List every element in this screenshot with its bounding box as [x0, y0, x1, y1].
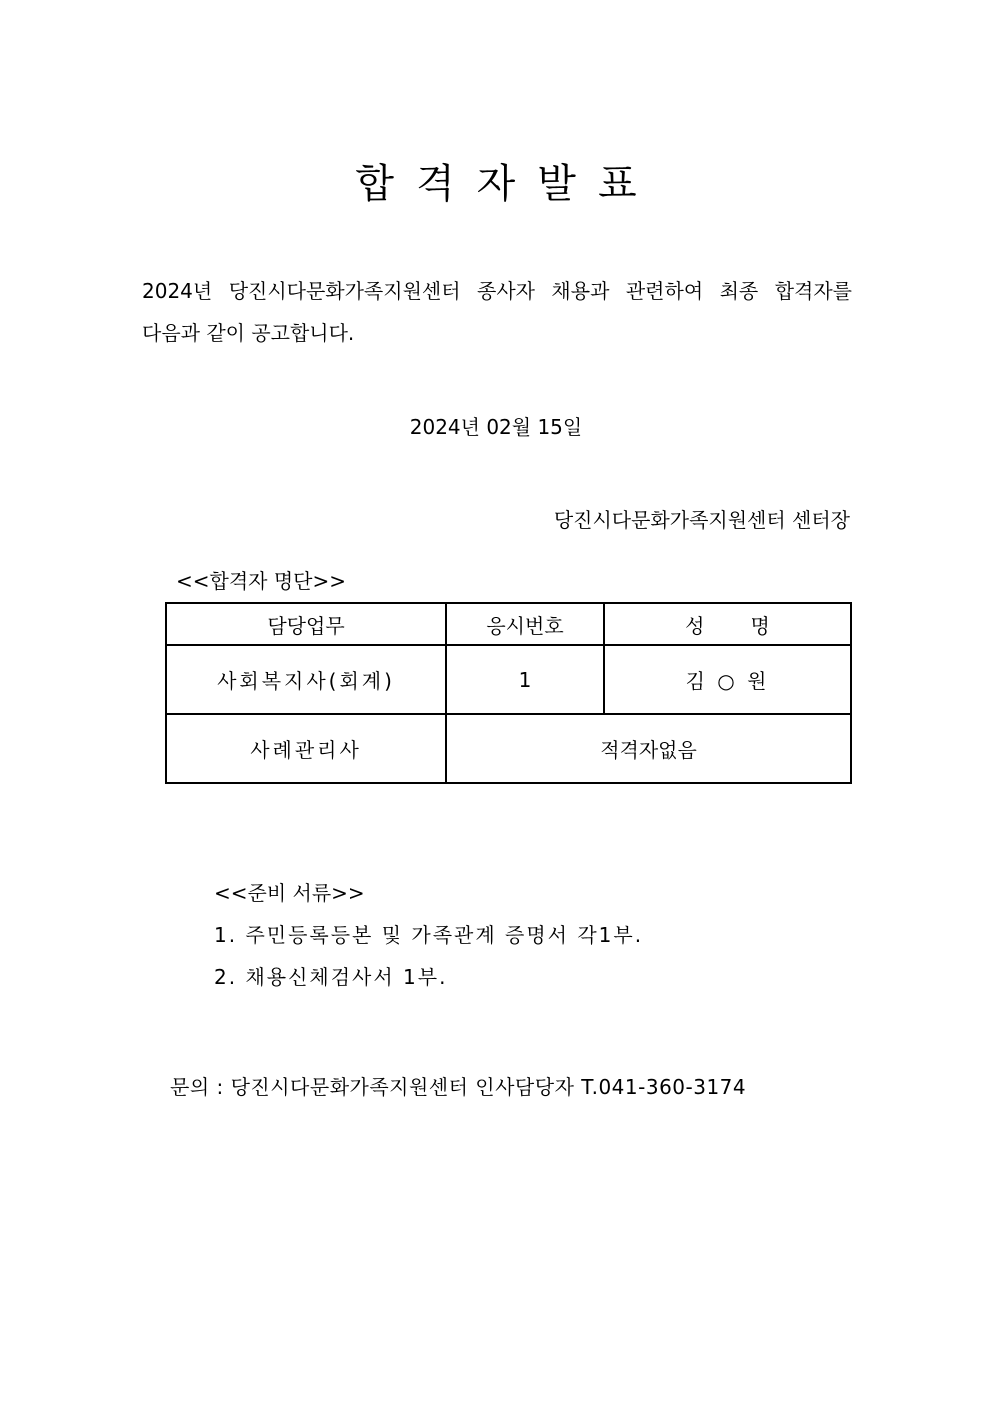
- row-name: 김 ○ 원: [604, 645, 851, 714]
- header-applicant-number: 응시번호: [446, 603, 604, 645]
- header-duty: 담당업무: [166, 603, 446, 645]
- intro-paragraph: [142, 270, 852, 354]
- intro-line-2: 다음과 같이 공고합니다.: [142, 321, 355, 345]
- contact-info: 문의 : 당진시다문화가족지원센터 인사담당자 T.041-360-3174: [170, 1075, 747, 1099]
- list-item: 2. 채용신체검사서 1부.: [214, 965, 448, 989]
- page-title: 합격자발표: [355, 161, 659, 207]
- row-applicant-number: 1: [446, 645, 604, 714]
- intro-line-1: 2024년 당진시다문화가족지원센터 종사자 채용과 관련하여 최종 합격자를: [142, 279, 852, 303]
- required-documents-heading: <<준비 서류>>: [214, 881, 365, 905]
- row-duty: 사례관리사: [166, 714, 446, 783]
- table-header-row: [166, 603, 851, 645]
- row-no-qualified-applicant: 적격자없음: [446, 714, 851, 783]
- row-duty: 사회복지사(회계): [166, 645, 446, 714]
- successful-candidates-table: [165, 602, 852, 784]
- required-documents: [214, 872, 643, 998]
- announcement-date: 2024년 02월 15일: [409, 415, 583, 439]
- issuer: 당진시다문화가족지원센터 센터장: [553, 508, 850, 532]
- header-name: 성명: [604, 603, 851, 645]
- successful-candidates-heading: <<합격자 명단>>: [176, 569, 346, 593]
- table-row: [166, 645, 851, 714]
- table-row: [166, 714, 851, 783]
- list-item: 1. 주민등록등본 및 가족관계 증명서 각1부.: [214, 923, 644, 947]
